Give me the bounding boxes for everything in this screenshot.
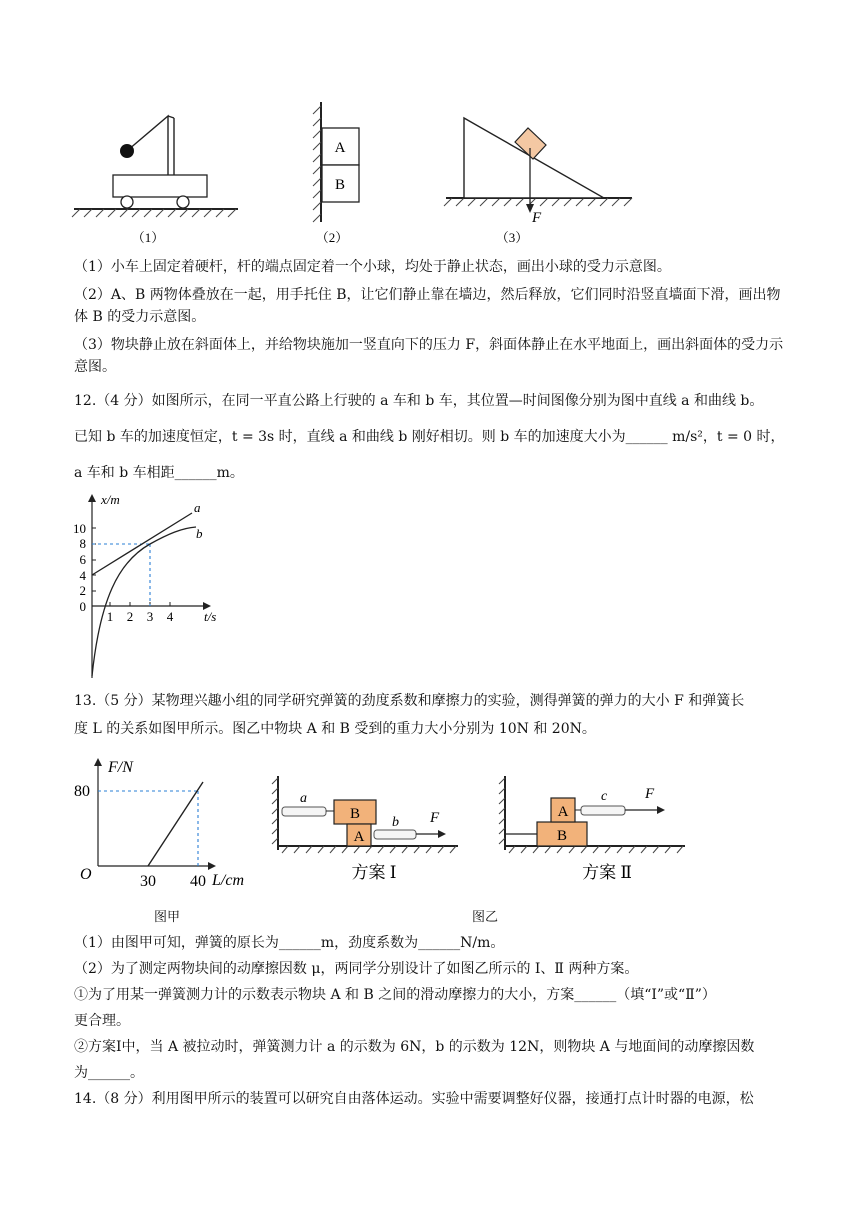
caption-fig3: （3） [495, 230, 529, 245]
q12-line1: 12.（4 分）如图所示，在同一平直公路上行驶的 a 车和 b 车，其位置—时间图像分别为图中直线 a 和曲线 b。 [74, 393, 764, 409]
scheme2-a-label: A [557, 804, 569, 820]
scheme2-b-label: B [556, 828, 568, 844]
scheme1-force-label: F [430, 810, 440, 826]
q11-part1: （1）小车上固定着硬杆，杆的端点固定着一个小球，均处于静止状态，画出小球的受力示意图。 [74, 259, 671, 275]
q13-sub2: （2）为了测定两物块间的动摩擦因数 μ，两同学分别设计了如图乙所示的 Ⅰ、Ⅱ 两种方案。 [74, 961, 639, 977]
fl-xtick-40: 40 [190, 873, 206, 890]
q12-line2: 已知 b 车的加速度恒定，t = 3s 时，直线 a 和曲线 b 刚好相切。则 b 车的加速度大小为______ m/s²，t = 0 时， [74, 429, 785, 445]
q13-sub4: ②方案Ⅰ中，当 A 被拉动时，弹簧测力计 a 的示数为 6N，b 的示数为 12N，则物块 A 与地面间的动摩擦因数 [74, 1039, 755, 1055]
q13-line2: 度 L 的关系如图甲所示。图乙中物块 A 和 B 受到的重力大小分别为 10N 和 20N。 [74, 721, 596, 737]
xt-xtick-1: 1 [106, 609, 114, 624]
scheme1-b-label: B [349, 806, 361, 822]
fl-ylabel: F/N [108, 759, 133, 776]
q13-sub1: （1）由图甲可知，弹簧的原长为______m，劲度系数为______N/m。 [74, 935, 505, 951]
q12-line3: a 车和 b 车相距______m。 [74, 465, 244, 481]
label-b: b [196, 526, 203, 541]
q11-part3: （3）物块静止放在斜面体上，并给物块施加一竖直向下的压力 F，斜面体静止在水平地面上，画出斜面体的受力示意图。 [74, 337, 784, 375]
scheme2-force-label: F [645, 786, 655, 802]
scheme1-a-label: A [353, 829, 365, 845]
figure-row-top [0, 0, 860, 250]
caption-fig1: （1） [131, 230, 165, 245]
fl-xlabel: L/cm [212, 872, 244, 889]
spring-a [282, 807, 326, 816]
caption-fig-yi: 图乙 [472, 910, 499, 925]
force-f-label: F [532, 210, 542, 226]
ball [120, 144, 134, 158]
spring-c [581, 806, 625, 815]
q13-sub4-cont: 为______。 [74, 1065, 144, 1081]
q13-sub3: ①为了用某一弹簧测力计的示数表示物块 A 和 B 之间的滑动摩擦力的大小，方案______（填“Ⅰ”或“Ⅱ”） [74, 987, 716, 1003]
q11-part2: （2）A、B 两物体叠放在一起，用手托住 B，让它们静止靠在墙边，然后释放，它们同时沿竖直墙面下滑，画出物体 B 的受力示意图。 [74, 287, 781, 325]
figure-wall-blocks [313, 102, 359, 222]
xt-ytick-2: 2 [79, 583, 86, 598]
caption-fig-jia: 图甲 [154, 910, 181, 925]
fl-line [148, 782, 203, 866]
xt-xtick-2: 2 [126, 609, 134, 624]
xt-graph [0, 490, 260, 685]
xt-xlabel: t/s [204, 609, 217, 624]
block-a-label: A [334, 140, 346, 156]
scheme-1-diagram [268, 760, 468, 890]
fl-ytick-80: 80 [74, 783, 90, 800]
label-a: a [194, 500, 201, 515]
fl-graph [0, 752, 270, 892]
q14-line1: 14.（8 分）利用图甲所示的装置可以研究自由落体运动。实验中需要调整好仪器，接通打点计时器的电源，松 [74, 1091, 754, 1107]
spring-a-label: a [300, 791, 307, 806]
xt-ytick-6: 6 [79, 552, 86, 567]
figure-cart [72, 116, 238, 217]
figure-incline [444, 118, 632, 226]
xt-ylabel: x/m [101, 492, 120, 507]
xt-xtick-4: 4 [166, 609, 174, 624]
spring-b-label: b [392, 815, 399, 830]
xt-ytick-10: 10 [73, 521, 86, 536]
curve-b [92, 527, 196, 676]
xt-ytick-4: 4 [79, 568, 86, 583]
caption-fig2: （2） [315, 230, 349, 245]
spring-b [374, 830, 416, 839]
spring-c-label: c [601, 789, 608, 804]
fl-xtick-30: 30 [140, 873, 156, 890]
scheme-2-label: 方案 Ⅱ [582, 863, 632, 882]
xt-xtick-3: 3 [146, 609, 154, 624]
xt-ytick-8: 8 [79, 536, 86, 551]
xt-ytick-0: 0 [79, 599, 86, 614]
scheme-2-diagram [495, 760, 695, 890]
q13-sub3-cont: 更合理。 [74, 1013, 130, 1029]
block-b-label: B [334, 177, 346, 193]
fl-origin: O [80, 866, 92, 883]
q13-line1: 13.（5 分）某物理兴趣小组的同学研究弹簧的劲度系数和摩擦力的实验，测得弹簧的弹力的大小 F 和弹簧长 [74, 693, 745, 709]
scheme-1-label: 方案 Ⅰ [351, 863, 397, 882]
